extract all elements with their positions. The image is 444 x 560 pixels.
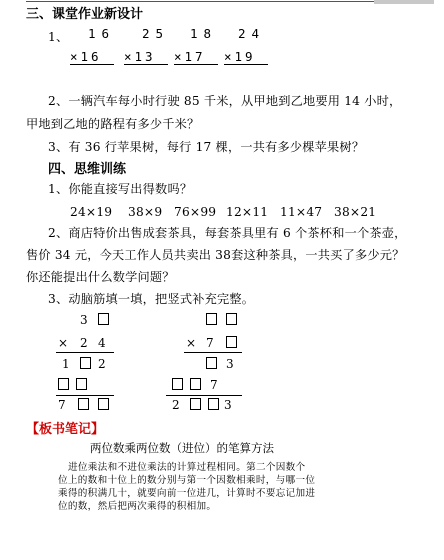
left-row3-box[interactable] [80,357,91,371]
right-row3-box[interactable] [206,357,217,371]
section3-title: 三、课堂作业新设计 [26,7,144,22]
q1-problem2-top: 25 [142,26,170,41]
s4-q2-line1: 2、商店特价出售成套茶具，每套茶具里有 6 个茶杯和一个茶壶， [48,226,407,240]
q3-text: 3、有 36 行苹果树，每行 17 棵，一共有多少棵苹果树？ [48,140,365,154]
q1-problem2-multiplier: ×13 [124,49,156,64]
left-row1-digit: 3 [80,313,88,327]
right-times-sign: × [186,336,197,350]
left-row5-digit-a: 7 [58,398,66,412]
q1-problem4-multiplier: ×19 [224,49,256,64]
board-note-line3: 乘得的积满几十，就要向前一位进几，计算时不要忘记加进 [58,488,316,499]
calc-6: 38×21 [334,205,377,219]
s4-q2-line3: 你还能提出什么数学问题？ [26,270,175,284]
left-row2-digit-a: 2 [80,336,88,350]
right-row5-box-a[interactable] [190,398,201,412]
right-row2-digit-a: 7 [206,336,214,350]
q1-problem4-rule [224,64,268,65]
s4-q1-text: 1、你能直接写出得数吗？ [48,182,193,196]
right-row5-digit-a: 2 [172,398,180,412]
board-note-line4: 位的数，然后把两次乘得的积相加。 [58,501,217,512]
board-note-line1: 进位乘法和不进位乘法的计算过程相同。第二个因数个 [68,462,306,473]
q1-problem1-rule [70,64,114,65]
s4-q2-line2: 售价 34 元，今天工作人员共卖出 38套这种茶具，一共买了多少元？ [26,248,405,262]
left-row3-digit-a: 1 [62,357,70,371]
left-row2-digit-b: 4 [98,336,106,350]
q2-line2: 甲地到乙地的路程有多少千米？ [26,117,200,131]
board-note-line2: 位上的数和十位上的数分别与第一个因数相乘时，与哪一位 [58,475,316,486]
right-row1-box-a[interactable] [206,313,217,327]
section4-title: 四、思维训练 [48,162,127,177]
right-row4-box-b[interactable] [190,378,201,392]
header-smudge [374,0,434,4]
right-rule-2 [166,395,242,396]
left-row5-box-a[interactable] [78,398,89,412]
header-rule [26,1,426,2]
q1-problem4-top: 24 [238,26,266,41]
left-row3-digit-b: 2 [98,357,106,371]
right-row1-box-b[interactable] [226,313,237,327]
calc-4: 12×11 [226,205,269,219]
q1-problem1-top: 16 [88,26,116,41]
q1-problem3-rule [174,64,218,65]
board-subtitle: 两位数乘两位数（进位）的笔算方法 [90,441,274,455]
right-row4-digit-a: 7 [210,378,218,392]
q2-line1: 2、一辆汽车每小时行驶 85 千米，从甲地到乙地要用 14 小时， [48,94,402,108]
left-row4-box-b[interactable] [76,378,87,392]
right-row2-box[interactable] [226,336,237,350]
calc-1: 24×19 [70,205,113,219]
left-row1-box[interactable] [98,313,109,327]
board-notes-label: 【板书笔记】 [26,422,105,437]
left-times-sign: × [58,336,69,350]
right-row3-digit-a: 3 [226,357,234,371]
left-row4-box-a[interactable] [58,378,69,392]
calc-3: 76×99 [174,205,217,219]
right-row5-box-b[interactable] [208,398,219,412]
q1-number: 1、 [48,30,69,44]
right-row5-digit-b: 3 [224,398,232,412]
q1-problem1-multiplier: ×16 [70,49,102,64]
s4-q3-text: 3、动脑筋填一填，把竖式补充完整。 [48,292,255,306]
q1-problem2-rule [124,64,168,65]
q1-problem3-multiplier: ×17 [174,49,206,64]
left-row5-box-b[interactable] [98,398,109,412]
right-rule-1 [184,352,242,353]
left-rule-1 [56,352,114,353]
right-row4-box-a[interactable] [172,378,183,392]
left-rule-2 [56,395,114,396]
calc-2: 38×9 [128,205,163,219]
q1-problem3-top: 18 [190,26,218,41]
calc-5: 11×47 [280,205,323,219]
